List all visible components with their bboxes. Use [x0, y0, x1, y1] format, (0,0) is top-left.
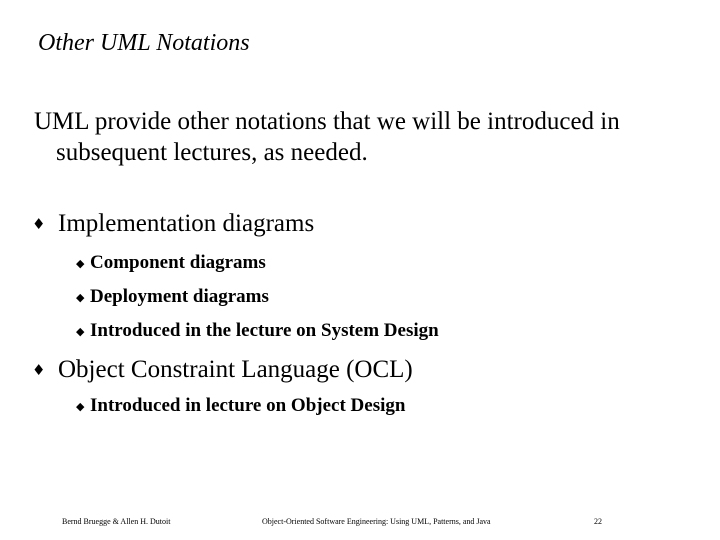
bullet-implementation-diagrams: [32, 210, 314, 238]
sub-bullet-text: Deployment diagrams: [90, 286, 269, 307]
diamond-sub-bullet-icon: ◆: [76, 290, 85, 304]
diamond-bullet-icon: ♦: [32, 361, 46, 379]
bullet-ocl: [32, 356, 413, 384]
bullet-text: Object Constraint Language (OCL): [58, 356, 413, 383]
slide-title: Other UML Notations: [38, 30, 250, 56]
bullet-text: Implementation diagrams: [58, 210, 315, 237]
sub-bullet-system-design: [76, 320, 439, 342]
sub-bullet-object-design: [76, 395, 405, 417]
intro-paragraph: UML provide other notations that we will be introduced in subsequent lectures, as needed.: [34, 108, 620, 166]
footer-book-title: Object-Oriented Software Engineering: Using UML, Patterns, and Java: [262, 517, 491, 526]
sub-bullet-text: Introduced in the lecture on System Design: [90, 320, 439, 341]
sub-bullet-deployment-diagrams: [76, 286, 269, 308]
footer-authors: Bernd Bruegge & Allen H. Dutoit: [62, 517, 171, 526]
sub-bullet-component-diagrams: [76, 252, 266, 274]
diamond-bullet-icon: ♦: [32, 215, 46, 233]
diamond-sub-bullet-icon: ◆: [76, 324, 85, 338]
footer-page-number: 22: [594, 517, 602, 526]
diamond-sub-bullet-icon: ◆: [76, 399, 85, 413]
sub-bullet-text: Component diagrams: [90, 252, 266, 273]
sub-bullet-text: Introduced in lecture on Object Design: [90, 395, 406, 416]
diamond-sub-bullet-icon: ◆: [76, 256, 85, 270]
